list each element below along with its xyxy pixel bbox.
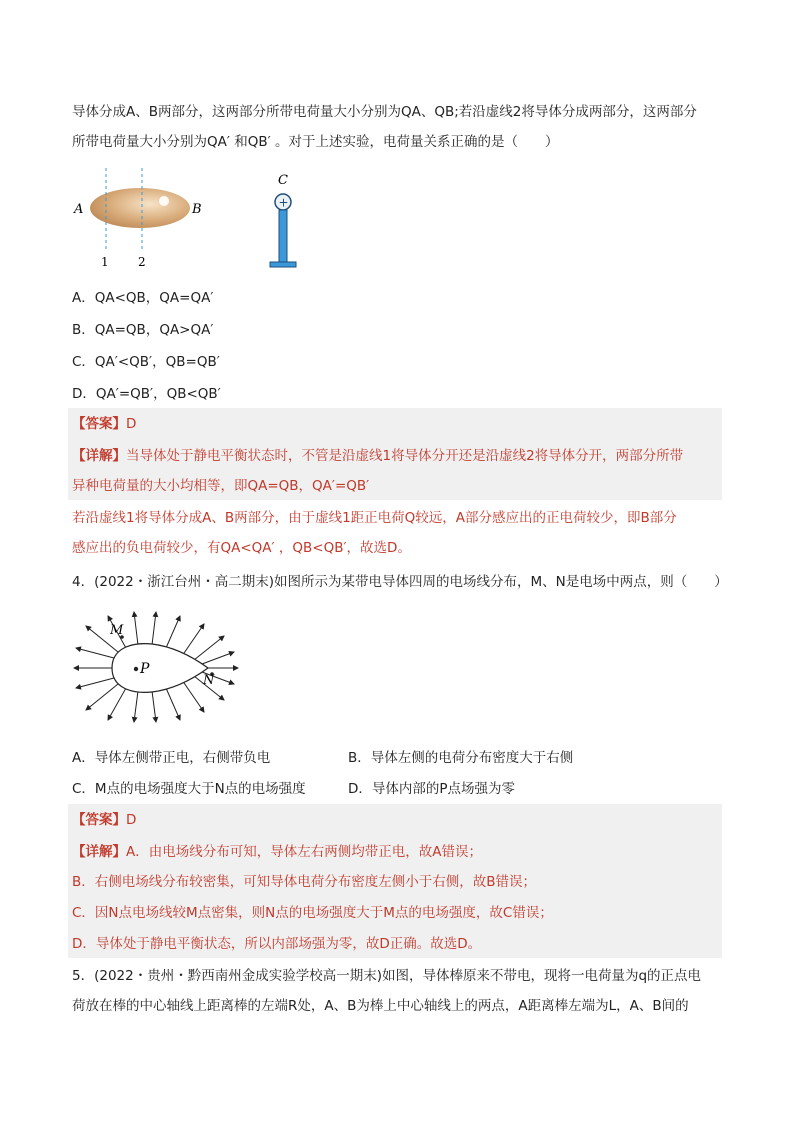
extra-text-b: QA<QA′ ，QB<QB′ [220, 540, 347, 556]
answer-tag: 【答案】 [72, 416, 126, 432]
answer-value: D [126, 416, 137, 432]
conductor-ellipse [90, 188, 190, 228]
q4-option-a: A．导体左侧带正电，右侧带负电 [72, 750, 271, 766]
detail-tag: 【详解】 [72, 448, 126, 464]
answer-value: D [126, 812, 137, 828]
label-c: C [278, 173, 288, 188]
q3-extra-line2 [72, 538, 411, 558]
label-m: M [110, 623, 124, 638]
q5-stem-line1: 5．(2022・贵州・黔西南州金成实验学校高一期末)如图，导体棒原来不带电，现将一电荷量为q的正点电 [72, 968, 702, 984]
q3-option-a: A．QA<QB，QA=QA′ [72, 290, 214, 306]
q4-answer [72, 810, 136, 830]
point-p [134, 667, 138, 671]
q3-option-c: C．QA′<QB′，QB=QB′ [72, 354, 220, 370]
stand-rod [279, 210, 287, 262]
label-line1: 1 [101, 255, 109, 269]
plus-sign: + [278, 195, 289, 210]
answer-tag: 【答案】 [72, 812, 126, 828]
q3-extra-line1: 若沿虚线1将导体分成A、B两部分，由于虚线1距正电荷Q较远，A部分感应出的正电荷较少，即B部分 [72, 510, 677, 526]
q4-detail-line1 [72, 842, 482, 862]
q4-field-lines-figure [72, 612, 242, 722]
q3-charge-stand-figure [264, 170, 304, 270]
extra-text-a: 感应出的负电荷较少，有 [72, 540, 221, 556]
extra-text-c: ，故选D。 [346, 540, 411, 556]
q4-detail-line4: D．导体处于静电平衡状态，所以内部场强为零，故D正确。故选D。 [72, 936, 482, 952]
q3-conductor-figure [72, 168, 212, 268]
label-b: B [192, 202, 202, 217]
conductor-shape [112, 644, 208, 693]
q4-detail-line2: B．右侧电场线分布较密集，可知导体电荷分布密度左侧小于右侧，故B错误； [72, 874, 537, 890]
label-line2: 2 [138, 255, 146, 269]
q3-detail-line1 [72, 446, 683, 466]
label-p: P [140, 661, 150, 677]
q5-stem-line2: 荷放在棒的中心轴线上距离棒的左端R处，A、B为棒上中心轴线上的两点，A距离棒左端为L，A、B间的 [72, 998, 689, 1014]
q4-option-d: D．导体内部的P点场强为零 [348, 781, 516, 797]
q4-option-c: C．M点的电场强度大于N点的电场强度 [72, 781, 306, 797]
label-n: N [203, 673, 215, 688]
q4-detail-line3: C．因N点电场线较M点密集，则N点的电场强度大于M点的电场强度，故C错误； [72, 905, 553, 921]
q3-detail-line2: 异种电荷量的大小均相等，即QA=QB，QA′=QB′ [72, 478, 370, 494]
detail-text: 当导体处于静电平衡状态时，不管是沿虚线1将导体分开还是沿虚线2将导体分开，两部分所带 [126, 448, 684, 464]
q3-option-d: D．QA′=QB′，QB<QB′ [72, 386, 221, 402]
label-a: A [74, 202, 84, 217]
q3-option-b: B．QA=QB，QA>QA′ [72, 322, 214, 338]
q4-stem: 4．(2022・浙江台州・高二期末)如图所示为某带电导体四周的电场线分布，M、N是电场中两点，则（ ） [72, 574, 728, 590]
detail-text: A．由电场线分布可知，导体左右两侧均带正电，故A错误； [126, 844, 482, 860]
highlight [159, 196, 169, 206]
q4-option-b: B．导体左侧的电荷分布密度大于右侧 [348, 750, 574, 766]
q3-stem-line1: 导体分成A、B两部分，这两部分所带电荷量大小分别为QA、QB;若沿虚线2将导体分成两部分，这两部分 [72, 104, 697, 120]
stand-base [270, 262, 296, 267]
q3-stem-line2: 所带电荷量大小分别为QA′ 和QB′ 。对于上述实验，电荷量关系正确的是（ ） [72, 134, 559, 150]
q3-answer [72, 414, 136, 434]
detail-tag: 【详解】 [72, 844, 126, 860]
